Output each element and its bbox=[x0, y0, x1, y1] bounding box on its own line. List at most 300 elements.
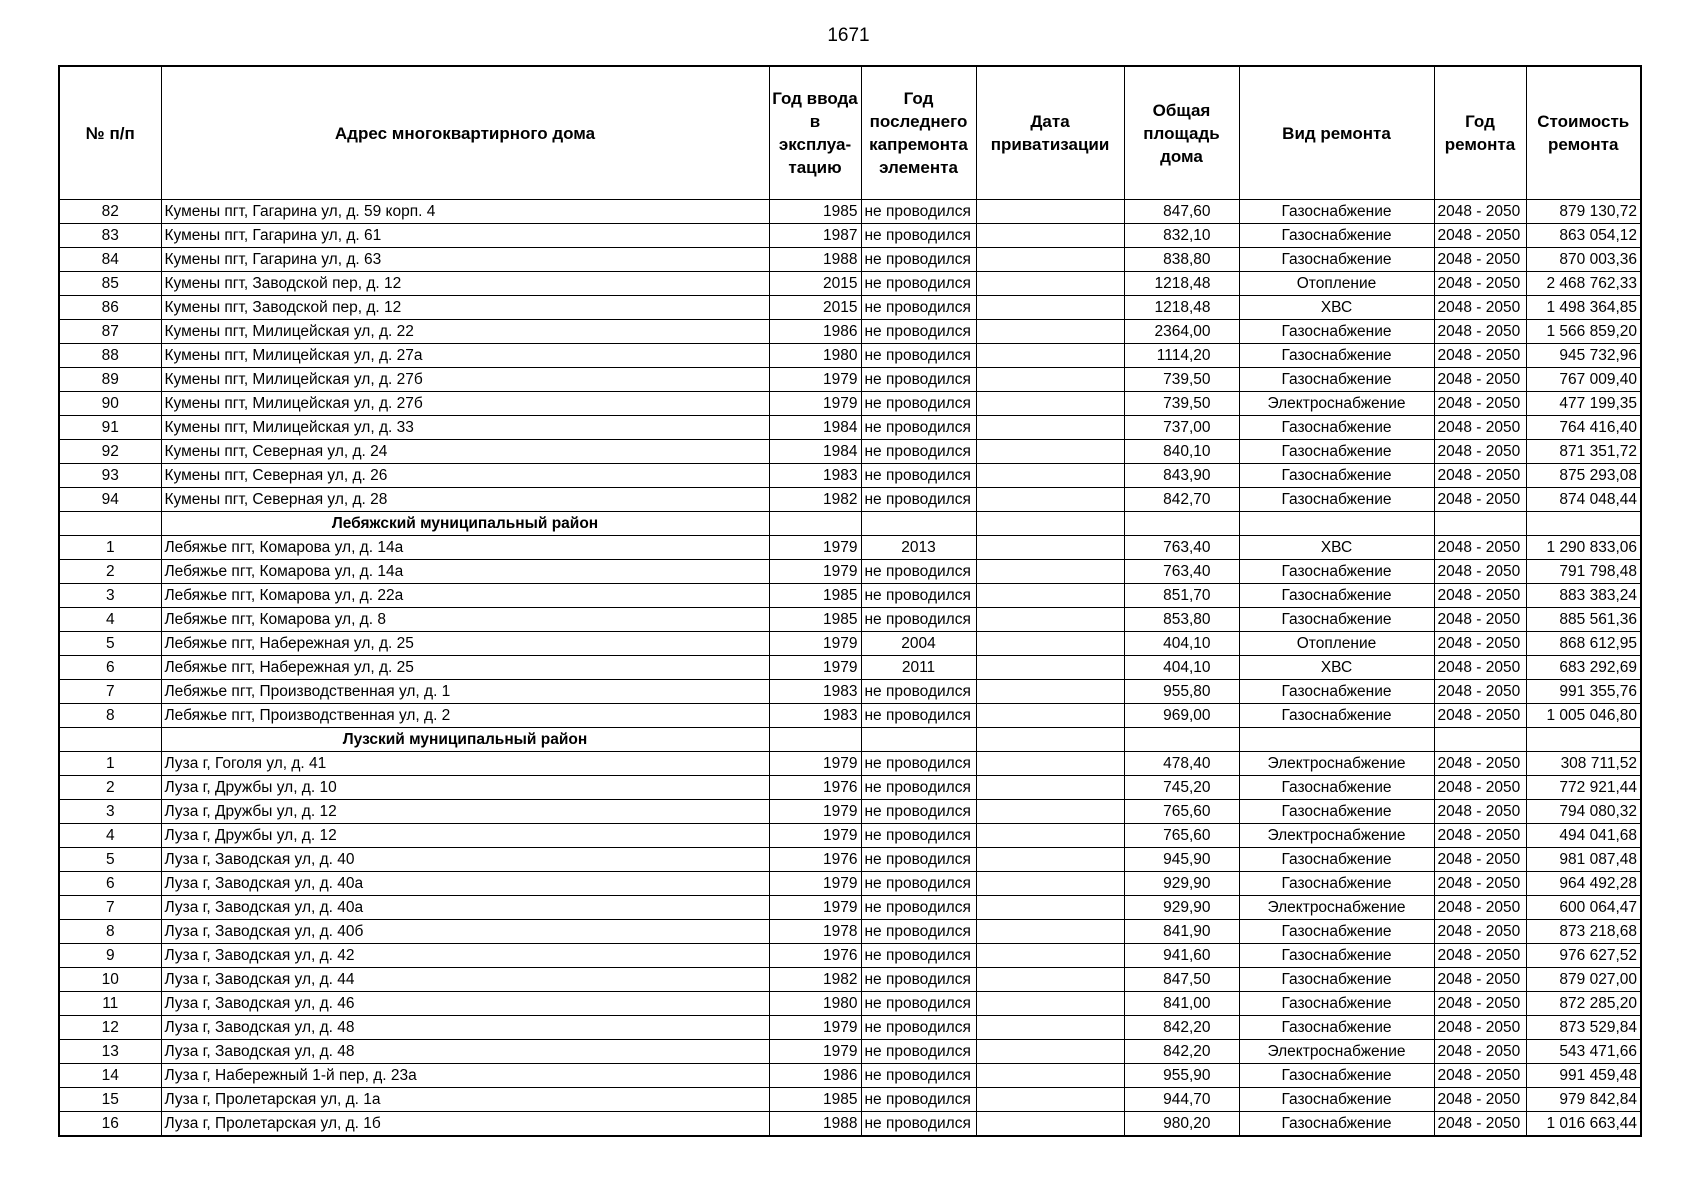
cell-address: Луза г, Пролетарская ул, д. 1б bbox=[161, 1112, 769, 1137]
cell-year-built: 2015 bbox=[769, 296, 861, 320]
cell-repair-type: Газоснабжение bbox=[1239, 248, 1434, 272]
cell-address: Кумены пгт, Милицейская ул, д. 27б bbox=[161, 368, 769, 392]
cell-last-repair: 2013 bbox=[861, 536, 976, 560]
cell-num: 5 bbox=[59, 848, 161, 872]
cell-privatization bbox=[976, 1088, 1124, 1112]
cell-repair-year: 2048 - 2050 bbox=[1434, 488, 1526, 512]
cell-address: Кумены пгт, Милицейская ул, д. 33 bbox=[161, 416, 769, 440]
cell-num: 4 bbox=[59, 824, 161, 848]
cell-repair-type: Газоснабжение bbox=[1239, 848, 1434, 872]
cell-repair-year: 2048 - 2050 bbox=[1434, 872, 1526, 896]
cell-cost: 764 416,40 bbox=[1526, 416, 1641, 440]
cell-repair-year: 2048 - 2050 bbox=[1434, 1040, 1526, 1064]
table-row bbox=[59, 584, 1641, 608]
section-empty-cell bbox=[861, 728, 976, 752]
cell-privatization bbox=[976, 992, 1124, 1016]
cell-repair-type: Газоснабжение bbox=[1239, 368, 1434, 392]
cell-num: 15 bbox=[59, 1088, 161, 1112]
cell-cost: 875 293,08 bbox=[1526, 464, 1641, 488]
cell-privatization bbox=[976, 248, 1124, 272]
cell-privatization bbox=[976, 752, 1124, 776]
cell-area: 847,60 bbox=[1124, 200, 1239, 224]
cell-year-built: 1976 bbox=[769, 848, 861, 872]
cell-repair-year: 2048 - 2050 bbox=[1434, 224, 1526, 248]
cell-repair-type: Газоснабжение bbox=[1239, 200, 1434, 224]
cell-area: 404,10 bbox=[1124, 656, 1239, 680]
cell-num: 14 bbox=[59, 1064, 161, 1088]
cell-address: Луза г, Заводская ул, д. 44 bbox=[161, 968, 769, 992]
cell-num: 3 bbox=[59, 584, 161, 608]
cell-repair-type: Газоснабжение bbox=[1239, 920, 1434, 944]
cell-repair-year: 2048 - 2050 bbox=[1434, 800, 1526, 824]
cell-address: Кумены пгт, Милицейская ул, д. 27а bbox=[161, 344, 769, 368]
cell-address: Лебяжье пгт, Набережная ул, д. 25 bbox=[161, 632, 769, 656]
cell-area: 929,90 bbox=[1124, 896, 1239, 920]
cell-area: 843,90 bbox=[1124, 464, 1239, 488]
cell-year-built: 1988 bbox=[769, 248, 861, 272]
cell-cost: 879 027,00 bbox=[1526, 968, 1641, 992]
cell-repair-year: 2048 - 2050 bbox=[1434, 776, 1526, 800]
cell-area: 763,40 bbox=[1124, 536, 1239, 560]
cell-privatization bbox=[976, 584, 1124, 608]
cell-repair-year: 2048 - 2050 bbox=[1434, 416, 1526, 440]
cell-repair-year: 2048 - 2050 bbox=[1434, 752, 1526, 776]
table-header-row bbox=[59, 66, 1641, 200]
section-title: Лузский муниципальный район bbox=[161, 728, 769, 752]
table-row bbox=[59, 320, 1641, 344]
cell-privatization bbox=[976, 800, 1124, 824]
table-row bbox=[59, 344, 1641, 368]
cell-last-repair: 2004 bbox=[861, 632, 976, 656]
cell-last-repair: не проводился bbox=[861, 416, 976, 440]
cell-repair-type: Газоснабжение bbox=[1239, 1064, 1434, 1088]
table-row bbox=[59, 992, 1641, 1016]
table-row bbox=[59, 896, 1641, 920]
table-row bbox=[59, 1088, 1641, 1112]
cell-num: 6 bbox=[59, 656, 161, 680]
table-row bbox=[59, 872, 1641, 896]
header-area: Общая площадь дома bbox=[1124, 66, 1239, 200]
header-repair-year: Год ремонта bbox=[1434, 66, 1526, 200]
section-empty-cell bbox=[976, 512, 1124, 536]
cell-year-built: 1979 bbox=[769, 872, 861, 896]
cell-privatization bbox=[976, 776, 1124, 800]
cell-cost: 885 561,36 bbox=[1526, 608, 1641, 632]
cell-year-built: 1982 bbox=[769, 968, 861, 992]
cell-address: Лебяжье пгт, Комарова ул, д. 8 bbox=[161, 608, 769, 632]
cell-year-built: 1979 bbox=[769, 752, 861, 776]
cell-repair-year: 2048 - 2050 bbox=[1434, 536, 1526, 560]
cell-last-repair: не проводился bbox=[861, 464, 976, 488]
cell-privatization bbox=[976, 440, 1124, 464]
cell-area: 739,50 bbox=[1124, 392, 1239, 416]
cell-num: 9 bbox=[59, 944, 161, 968]
table-row bbox=[59, 1064, 1641, 1088]
cell-num: 86 bbox=[59, 296, 161, 320]
cell-area: 739,50 bbox=[1124, 368, 1239, 392]
cell-year-built: 1986 bbox=[769, 320, 861, 344]
table-row bbox=[59, 776, 1641, 800]
section-row bbox=[59, 512, 1641, 536]
cell-repair-year: 2048 - 2050 bbox=[1434, 632, 1526, 656]
cell-cost: 870 003,36 bbox=[1526, 248, 1641, 272]
cell-privatization bbox=[976, 1016, 1124, 1040]
cell-privatization bbox=[976, 608, 1124, 632]
cell-repair-type: Газоснабжение bbox=[1239, 872, 1434, 896]
cell-year-built: 1983 bbox=[769, 704, 861, 728]
cell-address: Луза г, Пролетарская ул, д. 1а bbox=[161, 1088, 769, 1112]
cell-repair-type: Отопление bbox=[1239, 632, 1434, 656]
cell-repair-year: 2048 - 2050 bbox=[1434, 440, 1526, 464]
cell-address: Луза г, Заводская ул, д. 42 bbox=[161, 944, 769, 968]
cell-num: 1 bbox=[59, 752, 161, 776]
cell-repair-type: Газоснабжение bbox=[1239, 416, 1434, 440]
cell-year-built: 1979 bbox=[769, 1016, 861, 1040]
cell-last-repair: не проводился bbox=[861, 680, 976, 704]
cell-year-built: 1987 bbox=[769, 224, 861, 248]
cell-address: Луза г, Заводская ул, д. 48 bbox=[161, 1040, 769, 1064]
cell-privatization bbox=[976, 392, 1124, 416]
cell-num: 7 bbox=[59, 680, 161, 704]
cell-repair-type: Газоснабжение bbox=[1239, 680, 1434, 704]
section-empty-cell bbox=[769, 512, 861, 536]
cell-repair-year: 2048 - 2050 bbox=[1434, 296, 1526, 320]
cell-privatization bbox=[976, 296, 1124, 320]
cell-repair-year: 2048 - 2050 bbox=[1434, 1064, 1526, 1088]
cell-address: Лебяжье пгт, Производственная ул, д. 1 bbox=[161, 680, 769, 704]
table-row bbox=[59, 1040, 1641, 1064]
cell-repair-year: 2048 - 2050 bbox=[1434, 680, 1526, 704]
cell-year-built: 1985 bbox=[769, 1088, 861, 1112]
section-empty-cell bbox=[1124, 512, 1239, 536]
cell-cost: 976 627,52 bbox=[1526, 944, 1641, 968]
cell-privatization bbox=[976, 464, 1124, 488]
cell-repair-year: 2048 - 2050 bbox=[1434, 704, 1526, 728]
cell-num: 94 bbox=[59, 488, 161, 512]
table-row bbox=[59, 200, 1641, 224]
cell-num: 11 bbox=[59, 992, 161, 1016]
cell-area: 765,60 bbox=[1124, 800, 1239, 824]
section-title: Лебяжский муниципальный район bbox=[161, 512, 769, 536]
cell-repair-type: Газоснабжение bbox=[1239, 344, 1434, 368]
cell-privatization bbox=[976, 968, 1124, 992]
cell-area: 944,70 bbox=[1124, 1088, 1239, 1112]
cell-repair-year: 2048 - 2050 bbox=[1434, 464, 1526, 488]
cell-address: Кумены пгт, Гагарина ул, д. 59 корп. 4 bbox=[161, 200, 769, 224]
cell-area: 737,00 bbox=[1124, 416, 1239, 440]
cell-cost: 873 529,84 bbox=[1526, 1016, 1641, 1040]
cell-repair-type: Электроснабжение bbox=[1239, 896, 1434, 920]
cell-year-built: 1979 bbox=[769, 368, 861, 392]
table-row bbox=[59, 968, 1641, 992]
cell-address: Луза г, Заводская ул, д. 40б bbox=[161, 920, 769, 944]
section-empty-cell bbox=[59, 728, 161, 752]
cell-area: 929,90 bbox=[1124, 872, 1239, 896]
cell-address: Луза г, Заводская ул, д. 40а bbox=[161, 872, 769, 896]
cell-repair-type: Газоснабжение bbox=[1239, 968, 1434, 992]
cell-repair-year: 2048 - 2050 bbox=[1434, 968, 1526, 992]
cell-privatization bbox=[976, 344, 1124, 368]
cell-repair-year: 2048 - 2050 bbox=[1434, 272, 1526, 296]
cell-repair-type: Электроснабжение bbox=[1239, 392, 1434, 416]
cell-area: 763,40 bbox=[1124, 560, 1239, 584]
cell-privatization bbox=[976, 368, 1124, 392]
cell-privatization bbox=[976, 896, 1124, 920]
cell-address: Лебяжье пгт, Комарова ул, д. 14а bbox=[161, 536, 769, 560]
table-row bbox=[59, 920, 1641, 944]
cell-area: 1218,48 bbox=[1124, 296, 1239, 320]
cell-last-repair: не проводился bbox=[861, 752, 976, 776]
cell-area: 980,20 bbox=[1124, 1112, 1239, 1137]
cell-area: 478,40 bbox=[1124, 752, 1239, 776]
cell-year-built: 1985 bbox=[769, 200, 861, 224]
cell-cost: 879 130,72 bbox=[1526, 200, 1641, 224]
table-row bbox=[59, 944, 1641, 968]
cell-privatization bbox=[976, 488, 1124, 512]
cell-repair-year: 2048 - 2050 bbox=[1434, 344, 1526, 368]
table-row bbox=[59, 752, 1641, 776]
cell-repair-type: Газоснабжение bbox=[1239, 992, 1434, 1016]
cell-privatization bbox=[976, 680, 1124, 704]
cell-last-repair: не проводился bbox=[861, 248, 976, 272]
cell-last-repair: не проводился bbox=[861, 968, 976, 992]
header-last-repair: Год последнего капремонта элемента bbox=[861, 66, 976, 200]
cell-num: 16 bbox=[59, 1112, 161, 1137]
cell-repair-type: ХВС bbox=[1239, 656, 1434, 680]
cell-num: 91 bbox=[59, 416, 161, 440]
cell-year-built: 1976 bbox=[769, 944, 861, 968]
cell-last-repair: не проводился bbox=[861, 440, 976, 464]
cell-repair-year: 2048 - 2050 bbox=[1434, 1112, 1526, 1137]
cell-last-repair: не проводился bbox=[861, 488, 976, 512]
cell-address: Луза г, Гоголя ул, д. 41 bbox=[161, 752, 769, 776]
cell-last-repair: не проводился bbox=[861, 320, 976, 344]
cell-cost: 791 798,48 bbox=[1526, 560, 1641, 584]
cell-last-repair: не проводился bbox=[861, 704, 976, 728]
repair-schedule-table bbox=[58, 65, 1642, 1137]
cell-cost: 945 732,96 bbox=[1526, 344, 1641, 368]
cell-num: 82 bbox=[59, 200, 161, 224]
cell-address: Луза г, Заводская ул, д. 40а bbox=[161, 896, 769, 920]
cell-year-built: 2015 bbox=[769, 272, 861, 296]
cell-privatization bbox=[976, 872, 1124, 896]
table-row bbox=[59, 392, 1641, 416]
cell-repair-year: 2048 - 2050 bbox=[1434, 248, 1526, 272]
cell-privatization bbox=[976, 1040, 1124, 1064]
cell-last-repair: не проводился bbox=[861, 824, 976, 848]
cell-last-repair: не проводился bbox=[861, 272, 976, 296]
section-empty-cell bbox=[1434, 728, 1526, 752]
cell-last-repair: не проводился bbox=[861, 368, 976, 392]
cell-area: 969,00 bbox=[1124, 704, 1239, 728]
section-empty-cell bbox=[59, 512, 161, 536]
cell-repair-year: 2048 - 2050 bbox=[1434, 992, 1526, 1016]
cell-year-built: 1984 bbox=[769, 440, 861, 464]
cell-area: 851,70 bbox=[1124, 584, 1239, 608]
cell-year-built: 1979 bbox=[769, 896, 861, 920]
page-number: 1671 bbox=[827, 25, 870, 46]
cell-num: 2 bbox=[59, 560, 161, 584]
section-empty-cell bbox=[861, 512, 976, 536]
cell-area: 1218,48 bbox=[1124, 272, 1239, 296]
cell-privatization bbox=[976, 272, 1124, 296]
cell-privatization bbox=[976, 704, 1124, 728]
cell-repair-type: Газоснабжение bbox=[1239, 1016, 1434, 1040]
cell-year-built: 1982 bbox=[769, 488, 861, 512]
cell-last-repair: не проводился bbox=[861, 1064, 976, 1088]
cell-last-repair: не проводился bbox=[861, 848, 976, 872]
table-row bbox=[59, 1112, 1641, 1137]
cell-cost: 863 054,12 bbox=[1526, 224, 1641, 248]
cell-cost: 767 009,40 bbox=[1526, 368, 1641, 392]
cell-year-built: 1979 bbox=[769, 800, 861, 824]
table-row bbox=[59, 680, 1641, 704]
cell-address: Кумены пгт, Северная ул, д. 28 bbox=[161, 488, 769, 512]
cell-cost: 2 468 762,33 bbox=[1526, 272, 1641, 296]
cell-last-repair: не проводился bbox=[861, 920, 976, 944]
cell-num: 10 bbox=[59, 968, 161, 992]
cell-cost: 871 351,72 bbox=[1526, 440, 1641, 464]
cell-repair-type: ХВС bbox=[1239, 296, 1434, 320]
cell-address: Кумены пгт, Заводской пер, д. 12 bbox=[161, 296, 769, 320]
cell-area: 832,10 bbox=[1124, 224, 1239, 248]
cell-num: 8 bbox=[59, 920, 161, 944]
cell-privatization bbox=[976, 320, 1124, 344]
cell-cost: 1 566 859,20 bbox=[1526, 320, 1641, 344]
cell-year-built: 1979 bbox=[769, 392, 861, 416]
cell-cost: 477 199,35 bbox=[1526, 392, 1641, 416]
cell-repair-type: Газоснабжение bbox=[1239, 1112, 1434, 1137]
cell-num: 8 bbox=[59, 704, 161, 728]
cell-year-built: 1984 bbox=[769, 416, 861, 440]
cell-year-built: 1978 bbox=[769, 920, 861, 944]
cell-num: 84 bbox=[59, 248, 161, 272]
cell-area: 842,20 bbox=[1124, 1040, 1239, 1064]
cell-cost: 991 459,48 bbox=[1526, 1064, 1641, 1088]
table-row bbox=[59, 704, 1641, 728]
cell-address: Кумены пгт, Северная ул, д. 24 bbox=[161, 440, 769, 464]
cell-cost: 1 290 833,06 bbox=[1526, 536, 1641, 560]
header-repair-type: Вид ремонта bbox=[1239, 66, 1434, 200]
cell-last-repair: не проводился bbox=[861, 584, 976, 608]
cell-last-repair: не проводился bbox=[861, 992, 976, 1016]
cell-year-built: 1979 bbox=[769, 1040, 861, 1064]
cell-cost: 883 383,24 bbox=[1526, 584, 1641, 608]
cell-last-repair: не проводился bbox=[861, 560, 976, 584]
cell-repair-type: Газоснабжение bbox=[1239, 488, 1434, 512]
cell-address: Лебяжье пгт, Набережная ул, д. 25 bbox=[161, 656, 769, 680]
cell-cost: 868 612,95 bbox=[1526, 632, 1641, 656]
cell-repair-type: Газоснабжение bbox=[1239, 320, 1434, 344]
cell-year-built: 1988 bbox=[769, 1112, 861, 1137]
table-row bbox=[59, 248, 1641, 272]
cell-area: 840,10 bbox=[1124, 440, 1239, 464]
cell-privatization bbox=[976, 824, 1124, 848]
cell-last-repair: не проводился bbox=[861, 1040, 976, 1064]
cell-cost: 873 218,68 bbox=[1526, 920, 1641, 944]
cell-repair-type: Газоснабжение bbox=[1239, 1088, 1434, 1112]
cell-year-built: 1976 bbox=[769, 776, 861, 800]
cell-area: 841,90 bbox=[1124, 920, 1239, 944]
cell-last-repair: не проводился bbox=[861, 1016, 976, 1040]
table-row bbox=[59, 224, 1641, 248]
cell-repair-year: 2048 - 2050 bbox=[1434, 368, 1526, 392]
section-empty-cell bbox=[1124, 728, 1239, 752]
section-empty-cell bbox=[1434, 512, 1526, 536]
cell-num: 83 bbox=[59, 224, 161, 248]
cell-num: 13 bbox=[59, 1040, 161, 1064]
cell-num: 12 bbox=[59, 1016, 161, 1040]
cell-year-built: 1985 bbox=[769, 584, 861, 608]
cell-cost: 1 016 663,44 bbox=[1526, 1112, 1641, 1137]
cell-last-repair: не проводился bbox=[861, 224, 976, 248]
cell-cost: 772 921,44 bbox=[1526, 776, 1641, 800]
cell-address: Лебяжье пгт, Комарова ул, д. 22а bbox=[161, 584, 769, 608]
table-row bbox=[59, 800, 1641, 824]
cell-area: 941,60 bbox=[1124, 944, 1239, 968]
cell-area: 853,80 bbox=[1124, 608, 1239, 632]
cell-num: 87 bbox=[59, 320, 161, 344]
cell-address: Лебяжье пгт, Комарова ул, д. 14а bbox=[161, 560, 769, 584]
cell-area: 1114,20 bbox=[1124, 344, 1239, 368]
cell-cost: 794 080,32 bbox=[1526, 800, 1641, 824]
cell-area: 945,90 bbox=[1124, 848, 1239, 872]
header-address: Адрес многоквартирного дома bbox=[161, 66, 769, 200]
cell-area: 842,70 bbox=[1124, 488, 1239, 512]
table-row bbox=[59, 416, 1641, 440]
table-row bbox=[59, 656, 1641, 680]
cell-num: 1 bbox=[59, 536, 161, 560]
cell-last-repair: не проводился bbox=[861, 296, 976, 320]
cell-repair-year: 2048 - 2050 bbox=[1434, 608, 1526, 632]
cell-num: 89 bbox=[59, 368, 161, 392]
table-row bbox=[59, 536, 1641, 560]
cell-address: Луза г, Дружбы ул, д. 12 bbox=[161, 800, 769, 824]
cell-privatization bbox=[976, 416, 1124, 440]
cell-cost: 308 711,52 bbox=[1526, 752, 1641, 776]
cell-last-repair: не проводился bbox=[861, 776, 976, 800]
cell-cost: 872 285,20 bbox=[1526, 992, 1641, 1016]
cell-repair-type: Газоснабжение bbox=[1239, 776, 1434, 800]
cell-address: Луза г, Набережный 1-й пер, д. 23а bbox=[161, 1064, 769, 1088]
table-row bbox=[59, 560, 1641, 584]
cell-repair-year: 2048 - 2050 bbox=[1434, 848, 1526, 872]
cell-repair-year: 2048 - 2050 bbox=[1434, 1016, 1526, 1040]
cell-repair-type: Газоснабжение bbox=[1239, 800, 1434, 824]
table-row bbox=[59, 488, 1641, 512]
cell-area: 745,20 bbox=[1124, 776, 1239, 800]
cell-num: 3 bbox=[59, 800, 161, 824]
table-row bbox=[59, 1016, 1641, 1040]
cell-cost: 600 064,47 bbox=[1526, 896, 1641, 920]
cell-address: Луза г, Дружбы ул, д. 10 bbox=[161, 776, 769, 800]
cell-cost: 683 292,69 bbox=[1526, 656, 1641, 680]
cell-repair-type: Газоснабжение bbox=[1239, 704, 1434, 728]
table-row bbox=[59, 608, 1641, 632]
cell-repair-type: Газоснабжение bbox=[1239, 584, 1434, 608]
cell-privatization bbox=[976, 632, 1124, 656]
cell-last-repair: не проводился bbox=[861, 200, 976, 224]
cell-privatization bbox=[976, 920, 1124, 944]
cell-year-built: 1983 bbox=[769, 680, 861, 704]
cell-privatization bbox=[976, 944, 1124, 968]
cell-address: Кумены пгт, Милицейская ул, д. 27б bbox=[161, 392, 769, 416]
section-empty-cell bbox=[1526, 728, 1641, 752]
cell-year-built: 1979 bbox=[769, 560, 861, 584]
cell-privatization bbox=[976, 224, 1124, 248]
cell-last-repair: не проводился bbox=[861, 344, 976, 368]
cell-cost: 543 471,66 bbox=[1526, 1040, 1641, 1064]
